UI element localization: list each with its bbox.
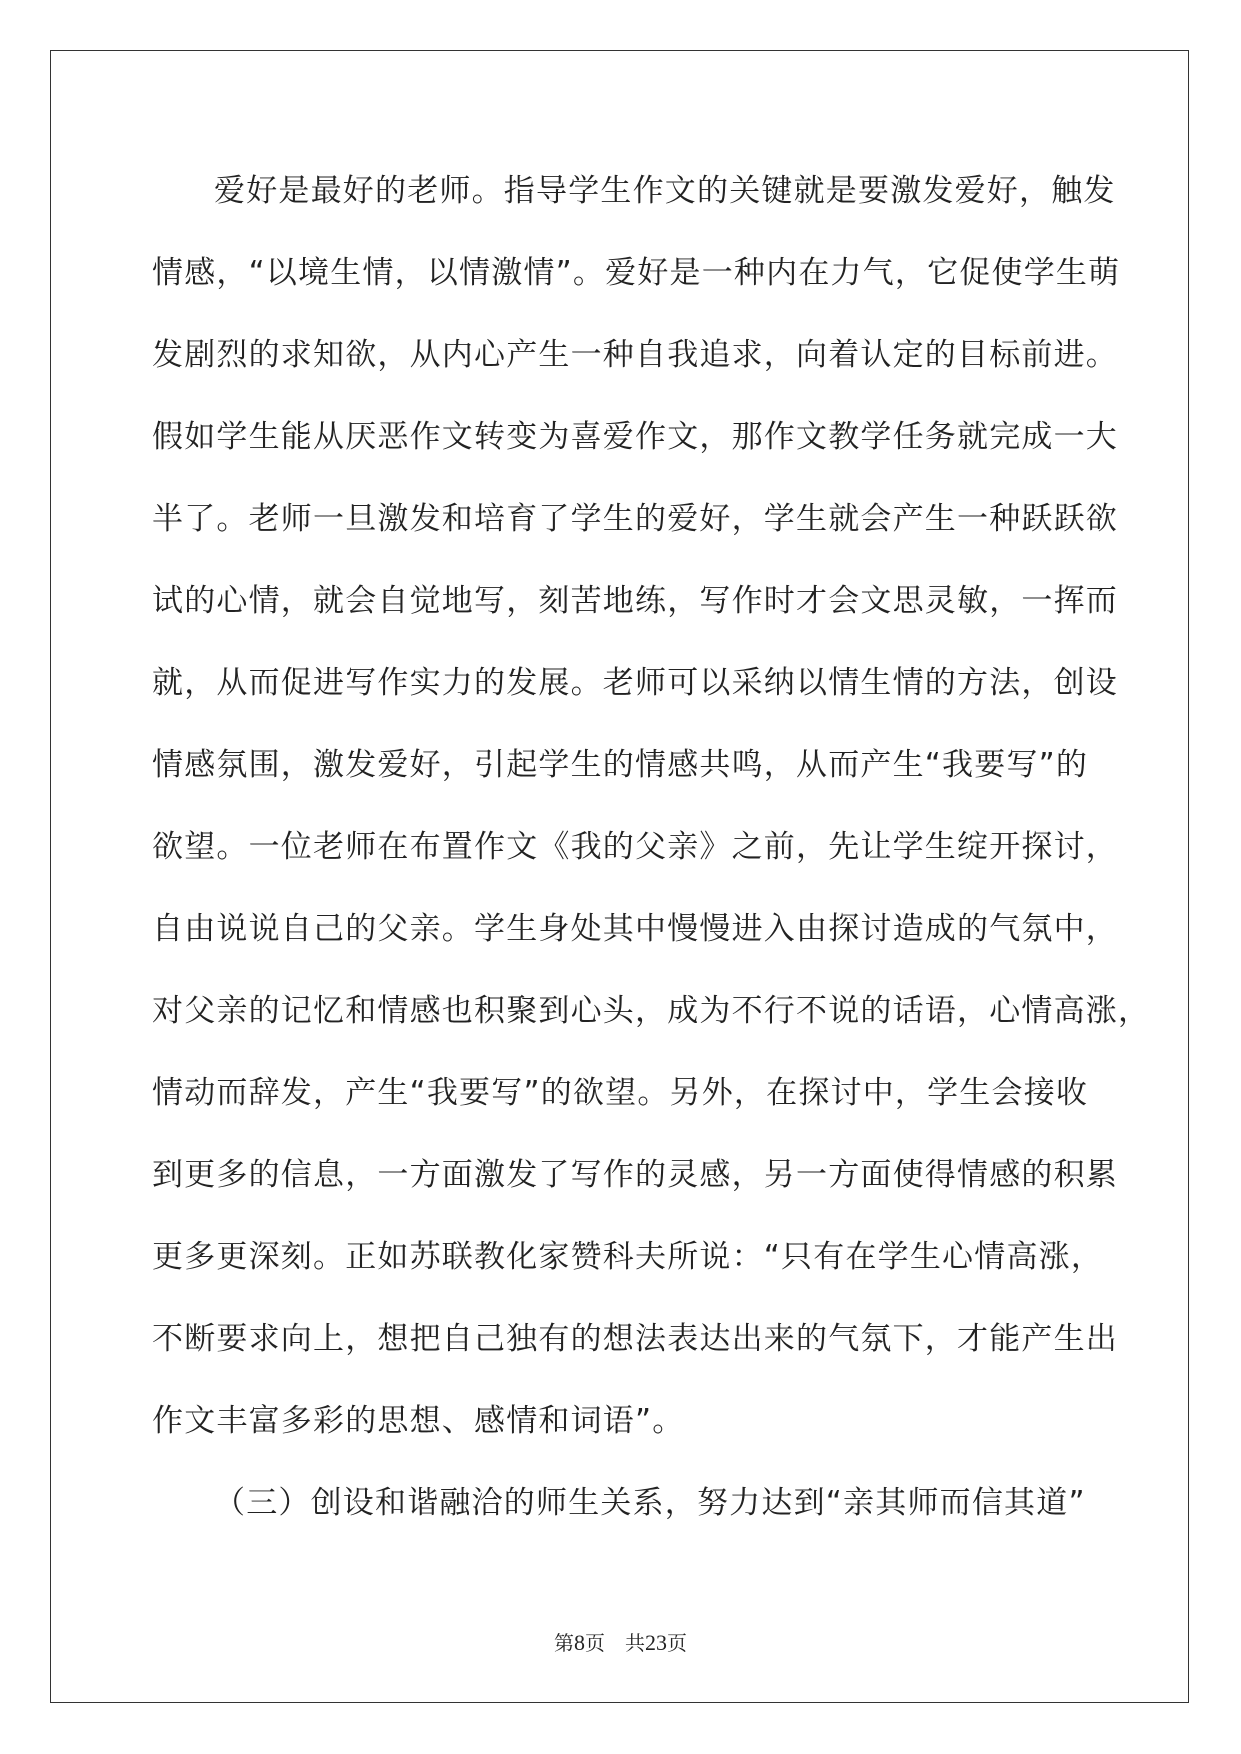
page-suffix: 页 [585,1631,605,1655]
paragraph-line: 作文丰富多彩的思想、感情和词语”。 [152,1403,685,1439]
paragraph-line: 情动而辞发，产生“我要写”的欲望。另外，在探讨中，学生会接收 [152,1075,1089,1111]
total-pages: 23 [645,1630,667,1655]
paragraph-line: 更多更深刻。正如苏联教化家赞科夫所说：“只有在学生心情高涨， [152,1239,1104,1275]
total-prefix: 共 [625,1631,645,1655]
paragraph-line: 爱好是最好的老师。指导学生作文的关键就是要激发爱好，触发 [214,173,1116,209]
paragraph-line: 半了。老师一旦激发和培育了学生的爱好，学生就会产生一种跃跃欲 [152,501,1118,537]
paragraph-line: 自由说说自己的父亲。学生身处其中慢慢进入由探讨造成的气氛中， [152,911,1118,947]
paragraph-line: 假如学生能从厌恶作文转变为喜爱作文，那作文教学任务就完成一大 [152,419,1118,455]
body-text [152,163,1151,1557]
paragraph-line: 情感氛围，激发爱好，引起学生的情感共鸣，从而产生“我要写”的 [152,747,1089,783]
paragraph-line: 对父亲的记忆和情感也积聚到心头，成为不行不说的话语，心情高涨， [152,993,1151,1029]
paragraph-line: 发剧烈的求知欲，从内心产生一种自我追求，向着认定的目标前进。 [152,337,1118,373]
paragraph-line: 就，从而促进写作实力的发展。老师可以采纳以情生情的方法，创设 [152,665,1118,701]
paragraph-line: 试的心情，就会自觉地写，刻苦地练，写作时才会文思灵敏，一挥而 [152,583,1118,619]
total-suffix: 页 [667,1631,687,1655]
page-number: 8 [574,1630,585,1655]
paragraph-line: 到更多的信息，一方面激发了写作的灵感，另一方面使得情感的积累 [152,1157,1118,1193]
page-prefix: 第 [554,1631,574,1655]
paragraph-line: 情感，“以境生情，以情激情”。爱好是一种内在力气，它促使学生萌 [152,255,1121,291]
paragraph-line: 不断要求向上，想把自己独有的想法表达出来的气氛下，才能产生出 [152,1321,1118,1357]
paragraph-line: 欲望。一位老师在布置作文《我的父亲》之前，先让学生绽开探讨， [152,829,1118,865]
section-heading: （三）创设和谐融洽的师生关系，努力达到“亲其师而信其道” [214,1485,1086,1521]
page-footer [0,1627,1241,1656]
